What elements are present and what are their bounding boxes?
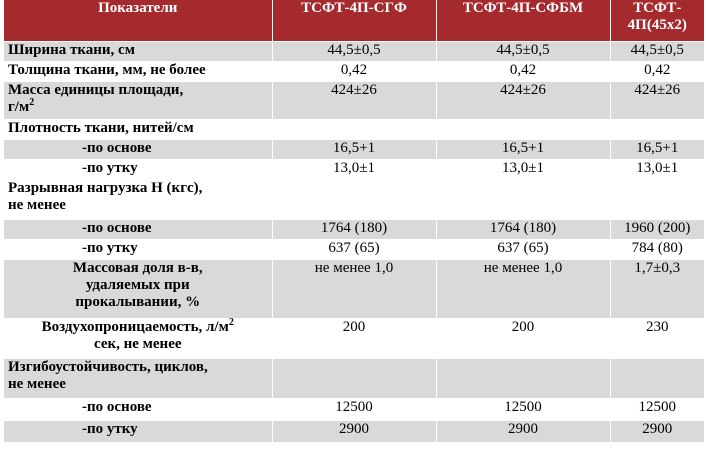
table-row <box>4 41 704 61</box>
row-label: -по основе <box>4 398 272 420</box>
row-label-line: Разрывная нагрузка Н (кгс), <box>8 179 203 196</box>
row-label-line: Массовая доля в-в, <box>72 259 203 276</box>
cell-value: 16,5+1 <box>610 139 704 159</box>
cell-value: 13,0±1 <box>272 159 436 179</box>
table-row <box>4 61 704 81</box>
table-row <box>4 318 704 358</box>
cell-value: 637 (65) <box>436 239 610 259</box>
cell-value: 424±26 <box>272 81 436 119</box>
row-label <box>4 318 272 358</box>
row-label-line: сек, не менее <box>93 335 182 352</box>
row-label: -по утку <box>4 159 272 179</box>
cell-value: 0,42 <box>610 61 704 81</box>
cell-value: не менее 1,0 <box>272 259 436 318</box>
table-row <box>4 239 704 259</box>
cell-value: 12500 <box>436 398 610 420</box>
header-45x2-line1: ТСФТ- <box>633 0 682 16</box>
cell-value: 0,42 <box>272 61 436 81</box>
table-row <box>4 420 704 442</box>
cell-value: 13,0±1 <box>610 159 704 179</box>
row-label <box>4 259 272 318</box>
cell-value: 424±26 <box>610 81 704 119</box>
cell-value: 200 <box>436 318 610 358</box>
cell-value: 13,0±1 <box>436 159 610 179</box>
cell-value: 2900 <box>436 420 610 442</box>
cell-value <box>610 119 704 139</box>
cell-value: 44,5±0,5 <box>272 41 436 61</box>
cell-value: 1,7±0,3 <box>610 259 704 318</box>
cell-value: 12500 <box>610 398 704 420</box>
header-45x2 <box>610 0 704 41</box>
table-row <box>4 119 704 139</box>
cell-value: 230 <box>610 318 704 358</box>
row-label-line: Изгибоустойчивость, циклов, <box>8 358 208 375</box>
header-45x2-line2: 4П(45х2) <box>627 17 687 33</box>
table-row <box>4 219 704 239</box>
cell-value: 2900 <box>610 420 704 442</box>
table-row <box>4 358 704 398</box>
table-row <box>4 159 704 179</box>
cell-value <box>272 119 436 139</box>
row-label-line: Воздухопроницаемость, л/м <box>41 318 229 335</box>
header-parameters: Показатели <box>4 0 272 41</box>
row-label <box>4 179 272 219</box>
table-header <box>4 0 704 41</box>
cell-value: 16,5+1 <box>272 139 436 159</box>
cell-value: 637 (65) <box>272 239 436 259</box>
row-label: Плотность ткани, нитей/см <box>4 119 272 139</box>
header-sgf: ТСФТ-4П-СГФ <box>272 0 436 41</box>
table-row <box>4 398 704 420</box>
cell-value <box>436 179 610 219</box>
cell-value: 0,42 <box>436 61 610 81</box>
row-label: Толщина ткани, мм, не более <box>4 61 272 81</box>
cell-value: не менее 1,0 <box>436 259 610 318</box>
cell-value: 16,5+1 <box>436 139 610 159</box>
cell-value: 44,5±0,5 <box>610 41 704 61</box>
row-label-line: удаляемых при <box>85 276 190 293</box>
superscript: 2 <box>228 316 234 328</box>
table-row <box>4 179 704 219</box>
cell-value <box>436 358 610 398</box>
cell-value: 200 <box>272 318 436 358</box>
row-label-line: Масса единицы площади, <box>8 81 184 98</box>
row-label: -по утку <box>4 239 272 259</box>
cell-value <box>272 179 436 219</box>
table-row <box>4 139 704 159</box>
cell-value <box>610 358 704 398</box>
row-label-line: не менее <box>8 196 66 213</box>
table-row <box>4 259 704 318</box>
cell-value: 784 (80) <box>610 239 704 259</box>
row-label-line: г/м <box>8 98 30 115</box>
row-label: -по основе <box>4 219 272 239</box>
cell-value: 1764 (180) <box>272 219 436 239</box>
superscript: 2 <box>29 96 35 108</box>
header-sfbm: ТСФТ-4П-СФБМ <box>436 0 610 41</box>
cell-value: 12500 <box>272 398 436 420</box>
cell-value: 424±26 <box>436 81 610 119</box>
cell-value <box>610 179 704 219</box>
fabric-specs-table <box>4 0 704 442</box>
cell-value: 1960 (200) <box>610 219 704 239</box>
table-row <box>4 81 704 119</box>
row-label-line: прокалывании, % <box>75 293 201 310</box>
cell-value: 2900 <box>272 420 436 442</box>
row-label-line: не менее <box>8 375 66 392</box>
row-label: -по утку <box>4 420 272 442</box>
row-label <box>4 81 272 119</box>
row-label <box>4 358 272 398</box>
cell-value <box>436 119 610 139</box>
cell-value: 1764 (180) <box>436 219 610 239</box>
cell-value <box>272 358 436 398</box>
row-label: -по основе <box>4 139 272 159</box>
row-label: Ширина ткани, см <box>4 41 272 61</box>
cell-value: 44,5±0,5 <box>436 41 610 61</box>
